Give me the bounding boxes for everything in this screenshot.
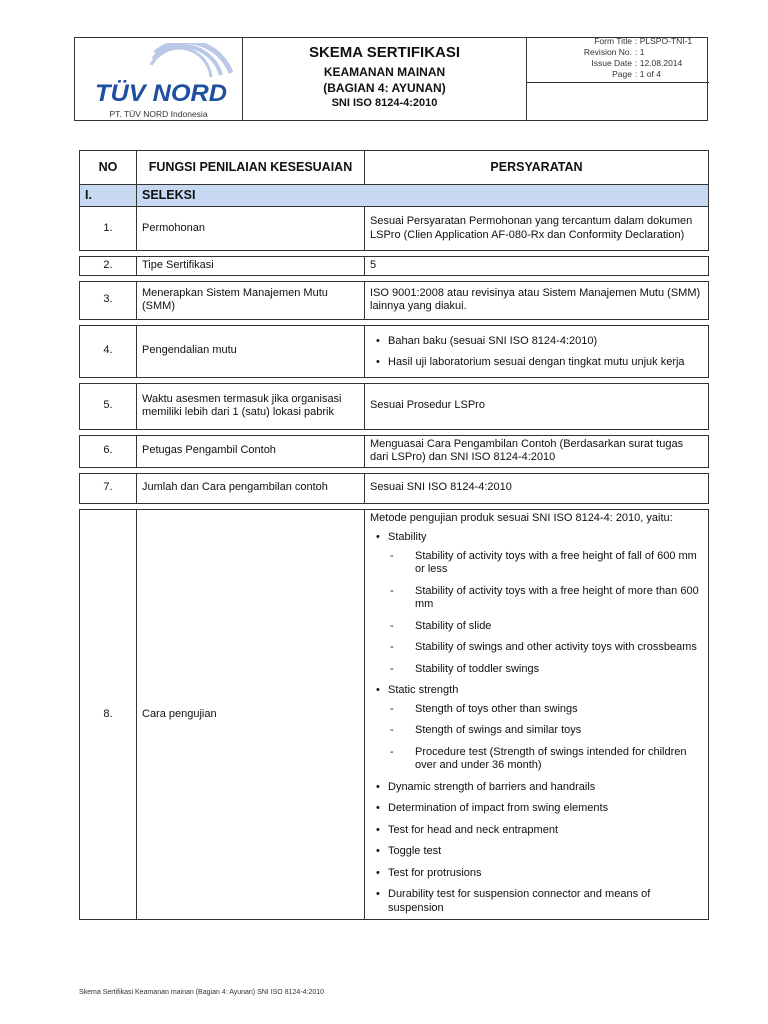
test-method-intro: Metode pengujian produk sesuai SNI ISO 8124-4: 2010, yaitu:: [370, 511, 673, 524]
row-no: 8.: [80, 509, 137, 920]
test-group: [388, 781, 703, 795]
requirement-bullet: • Hasil uji laboratorium sesuai dengan tingkat mutu unjuk kerja: [388, 356, 703, 370]
row-fungsi: Permohonan: [137, 207, 365, 251]
row-fungsi: Pengendalian mutu: [137, 325, 365, 377]
table-row: [80, 207, 709, 251]
test-group: [388, 888, 703, 915]
test-item: - Stability of activity toys with a free height of fall of 600 mm or less: [415, 550, 703, 577]
section-title: SELEKSI: [137, 185, 709, 207]
document-standard: SNI ISO 8124-4:2010: [331, 97, 438, 109]
row-fungsi: Menerapkan Sistem Manajemen Mutu (SMM): [137, 281, 365, 319]
requirement-bullet: • Bahan baku (sesuai SNI ISO 8124-4:2010): [388, 335, 703, 349]
row-persyaratan: Sesuai Persyaratan Permohonan yang tercantum dalam dokumen LSPro (Clien Application AF-080-Rx dan Conformity Declaration): [365, 207, 709, 251]
row-fungsi: Jumlah dan Cara pengambilan contoh: [137, 473, 365, 503]
test-group-label: Stability: [388, 531, 427, 543]
table-row: [80, 435, 709, 467]
col-header-persyaratan: PERSYARATAN: [365, 151, 709, 185]
table-row: [80, 383, 709, 429]
test-item: - Stability of swings and other activity toys with crossbeams: [415, 641, 703, 655]
logo-wordmark: TÜV NORD: [95, 80, 227, 105]
test-group: [388, 824, 703, 838]
row-no: 2.: [80, 257, 137, 276]
table-row: [80, 281, 709, 319]
table-row: [80, 509, 709, 920]
test-item: - Procedure test (Strength of swings intended for children over and under 36 month): [415, 746, 703, 773]
col-header-no: NO: [80, 151, 137, 185]
row-no: 4.: [80, 325, 137, 377]
header-divider: [526, 38, 527, 120]
test-group: [388, 531, 703, 676]
header-divider: [526, 82, 709, 83]
meta-row: Revision No. : 1: [583, 47, 645, 57]
test-group-label: Test for protrusions: [388, 866, 482, 879]
row-no: 1.: [80, 207, 137, 251]
row-fungsi: Tipe Sertifikasi: [137, 257, 365, 276]
row-fungsi: Waktu asesmen termasuk jika organisasi memiliki lebih dari 1 (satu) lokasi pabrik: [137, 383, 365, 429]
table-row: [80, 473, 709, 503]
test-group-label: Test for head and neck entrapment: [388, 823, 558, 836]
table-row: [80, 325, 709, 377]
row-persyaratan: Menguasai Cara Pengambilan Contoh (Berdasarkan surat tugas dari LSPro) dan SNI ISO 8124-4:2010: [365, 435, 709, 467]
test-group-label: Dynamic strength of barriers and handrails: [388, 780, 596, 793]
row-no: 3.: [80, 281, 137, 319]
section-no: I.: [80, 185, 137, 207]
document-subtitle: (BAGIAN 4: AYUNAN): [323, 81, 446, 95]
test-item: - Stength of swings and similar toys: [415, 724, 703, 738]
page-footer: Skema Sertifikasi Keamanan mainan (Bagian 4: Ayunan) SNI ISO 8124-4:2010: [79, 989, 325, 996]
row-no: 6.: [80, 435, 137, 467]
table-header-row: [80, 151, 709, 185]
test-group-label: Toggle test: [388, 845, 442, 857]
document-header: [74, 37, 708, 121]
document-title: SKEMA SERTIFIKASI: [308, 44, 461, 61]
row-persyaratan: 5: [365, 257, 709, 276]
test-item: - Stength of toys other than swings: [415, 703, 703, 717]
test-group: [388, 684, 703, 773]
meta-row: Page : 1 of 4: [612, 69, 661, 79]
test-method-list: [370, 531, 703, 915]
test-group-label: Durability test for suspension connector and means of suspension: [388, 888, 651, 914]
certification-table: [79, 150, 709, 920]
document-subtitle: KEAMANAN MAINAN: [323, 65, 446, 79]
test-group-label: Determination of impact from swing elements: [388, 802, 609, 814]
tuv-nord-logo: [93, 43, 233, 105]
test-item: - Stability of activity toys with a free height of more than 600 mm: [415, 585, 703, 612]
row-fungsi: Cara pengujian: [137, 509, 365, 920]
test-group: [388, 867, 703, 881]
test-item: - Stability of slide: [415, 620, 703, 634]
section-row: [80, 185, 709, 207]
row-no: 5.: [80, 383, 137, 429]
test-group: [388, 802, 703, 816]
test-item: - Stability of toddler swings: [415, 663, 703, 677]
row-no: 7.: [80, 473, 137, 503]
row-persyaratan: [365, 509, 709, 920]
meta-row: Issue Date : 12.08.2014: [591, 58, 683, 68]
col-header-fungsi: FUNGSI PENILAIAN KESESUAIAN: [137, 151, 365, 185]
meta-row: Form Title : PLSPO-TNI-1: [594, 36, 693, 46]
test-group: [388, 845, 703, 859]
row-persyaratan: [365, 325, 709, 377]
test-group-label: Static strength: [388, 684, 459, 696]
table-row: [80, 257, 709, 276]
row-persyaratan: Sesuai Prosedur LSPro: [365, 383, 709, 429]
row-fungsi: Petugas Pengambil Contoh: [137, 435, 365, 467]
row-persyaratan: ISO 9001:2008 atau revisinya atau Sistem Manajemen Mutu (SMM) lainnya yang diakui.: [365, 281, 709, 319]
row-persyaratan: Sesuai SNI ISO 8124-4:2010: [365, 473, 709, 503]
form-meta: [551, 36, 692, 80]
company-name: PT. TÜV NORD Indonesia: [109, 109, 208, 119]
